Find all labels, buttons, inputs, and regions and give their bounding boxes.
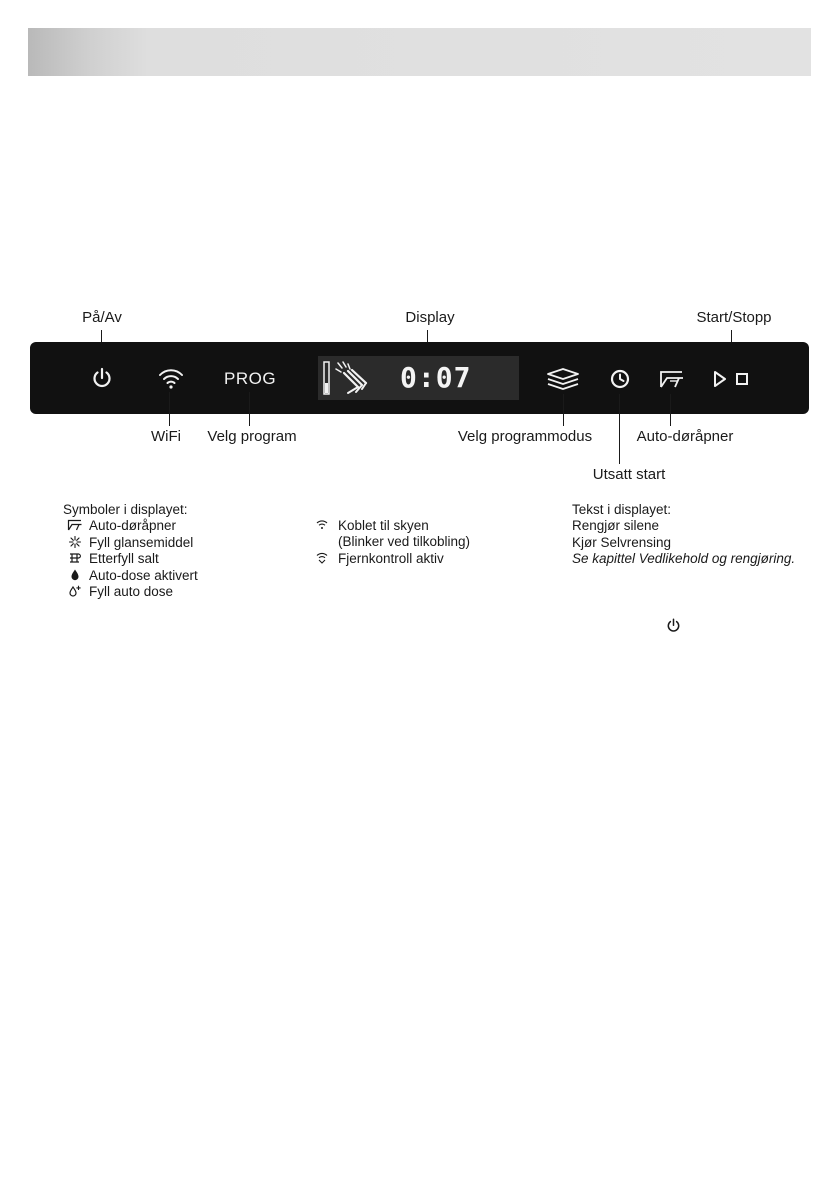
legend-label: Auto-døråpner — [89, 518, 177, 534]
list-item — [63, 535, 198, 551]
list-item: Kjør Selvrensing — [572, 534, 672, 550]
legend-label: (Blinker ved tilkobling) — [338, 534, 471, 550]
display — [318, 356, 519, 400]
legend-text-note: Se kapittel Vedlikehold og rengjøring. — [572, 551, 796, 567]
header-bar — [28, 28, 811, 76]
callout-display: Display — [405, 309, 455, 326]
list-item — [63, 551, 198, 567]
callout-start-stop: Start/Stopp — [696, 309, 772, 326]
list-item — [63, 568, 198, 584]
drop-plus-icon — [67, 585, 83, 597]
leader-wifi — [169, 392, 170, 426]
wifi-icon[interactable] — [158, 366, 184, 390]
door-open-icon[interactable] — [658, 368, 686, 390]
legend-symbols — [63, 502, 198, 600]
legend-label: Koblet til skyen — [338, 518, 429, 533]
salt-icon — [67, 552, 83, 564]
door-open-icon — [67, 519, 83, 531]
leader-mode — [563, 394, 564, 426]
list-item — [63, 518, 198, 534]
layers-icon[interactable] — [546, 368, 580, 390]
legend-label: Etterfyll salt — [89, 551, 159, 567]
legend-text — [572, 502, 795, 568]
callout-mode: Velg programmodus — [457, 428, 593, 445]
power-icon[interactable] — [91, 367, 113, 389]
callout-prog: Velg program — [207, 428, 297, 445]
list-item — [314, 518, 470, 534]
display-time: 0:07 — [400, 361, 472, 394]
callout-delay: Utsatt start — [592, 466, 666, 483]
wifi-small-icon — [314, 519, 330, 531]
remote-wifi-icon — [314, 552, 330, 564]
clock-icon[interactable] — [609, 368, 631, 390]
list-item — [63, 584, 198, 600]
list-item — [314, 534, 470, 550]
play-icon[interactable] — [712, 370, 728, 388]
legend-wifi — [314, 518, 470, 567]
legend-text-title: Tekst i displayet: — [572, 502, 672, 517]
prog-button[interactable]: PROG — [224, 369, 277, 388]
stop-icon[interactable] — [735, 372, 749, 386]
callout-wifi: WiFi — [151, 428, 181, 445]
legend-label: Auto-dose aktivert — [89, 567, 198, 583]
sparkle-icon — [67, 536, 83, 548]
legend-label: Fyll auto dose — [89, 584, 174, 600]
legend-label: Fyll glansemiddel — [89, 534, 194, 550]
leader-door — [670, 394, 671, 426]
legend-symbols-title: Symboler i displayet: — [63, 502, 188, 517]
callout-power: På/Av — [82, 309, 122, 326]
leader-prog — [249, 392, 250, 426]
drop-icon — [67, 569, 83, 581]
spray-icon — [334, 361, 370, 395]
list-item — [314, 551, 470, 567]
power-icon — [666, 618, 681, 633]
list-item: Rengjør silene — [572, 518, 660, 534]
callout-door: Auto-døråpner — [636, 428, 734, 445]
legend-label: Fjernkontroll aktiv — [338, 550, 444, 566]
fill-level-icon — [323, 361, 331, 395]
leader-delay — [619, 394, 620, 464]
